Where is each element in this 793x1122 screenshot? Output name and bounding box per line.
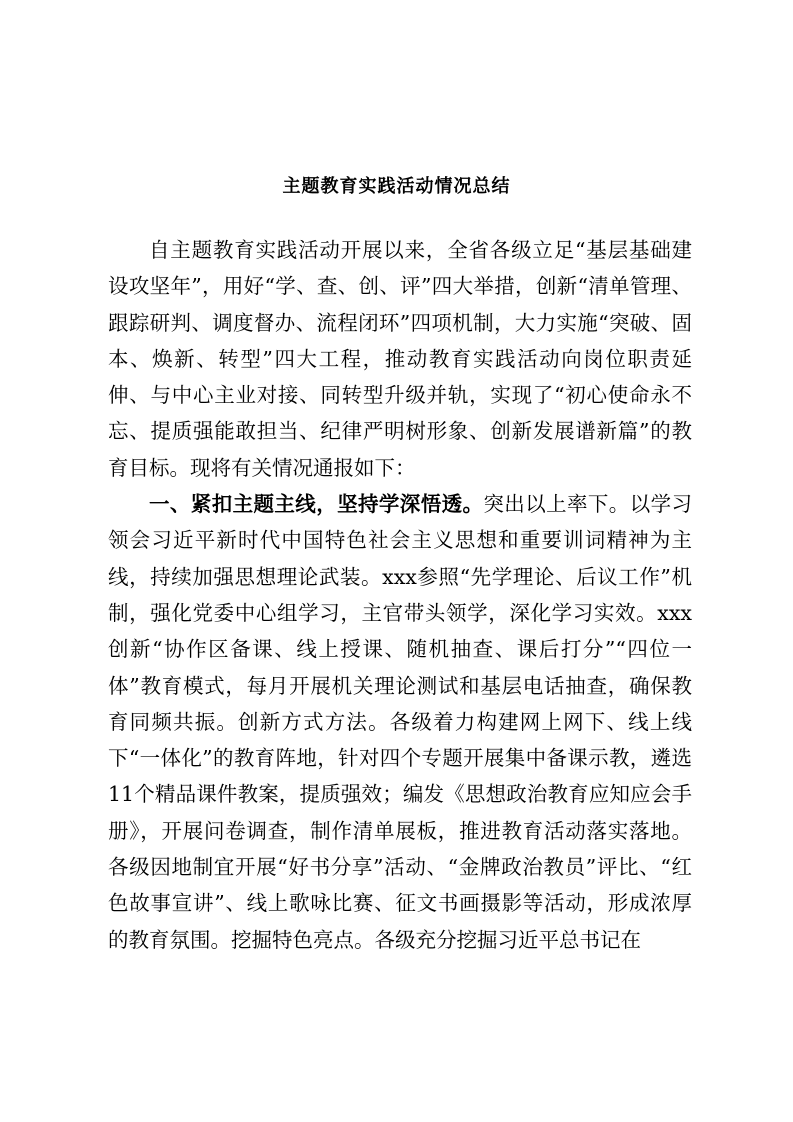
section-1-paragraph (108, 486, 692, 958)
document-body (108, 232, 692, 958)
section-1-text: 突出以上率下。以学习领会习近平新时代中国特色社会主义思想和重要训词精神为主线，持续加强思想理论武装。xxx参照“先学理论、后议工作”机制，强化党委中心组学习，主官带头领学，深化学习实效。xxx创新“协作区备课、线上授课、随机抽查、课后打分”“四位一体”教育模式，每月开展机关理论测试和基层电话抽查，确保教育同频共振。创新方式方法。各级着力构建网上网下、线上线下“一体化”的教育阵地，针对四个专题开展集中备课示教，遴选11个精品课件教案，提质强效；编发《思想政治教育应知应会手册》，开展问卷调查，制作清单展板，推进教育活动落实落地。各级因地制宜开展“好书分享”活动、“金牌政治教员”评比、“红色故事宣讲”、线上歌咏比赛、征文书画摄影等活动，形成浓厚的教育氛围。挖掘特色亮点。各级充分挖掘习近平总书记在 (108, 492, 693, 952)
document-title: 主题教育实践活动情况总结 (282, 176, 511, 197)
intro-paragraph: 自主题教育实践活动开展以来，全省各级立足“基层基础建设攻坚年”，用好“学、查、创、评”四大举措，创新“清单管理、跟踪研判、调度督办、流程闭环”四项机制，大力实施“突破、固本、焕新、转型”四大工程，推动教育实践活动向岗位职责延伸、与中心主业对接、同转型升级并轨，实现了“初心使命永不忘、提质强能敢担当、纪律严明树形象、创新发展谱新篇”的教育目标。现将有关情况通报如下： (108, 238, 692, 480)
section-1-heading: 一、紧扣主题主线，坚持学深悟透。 (149, 492, 484, 517)
